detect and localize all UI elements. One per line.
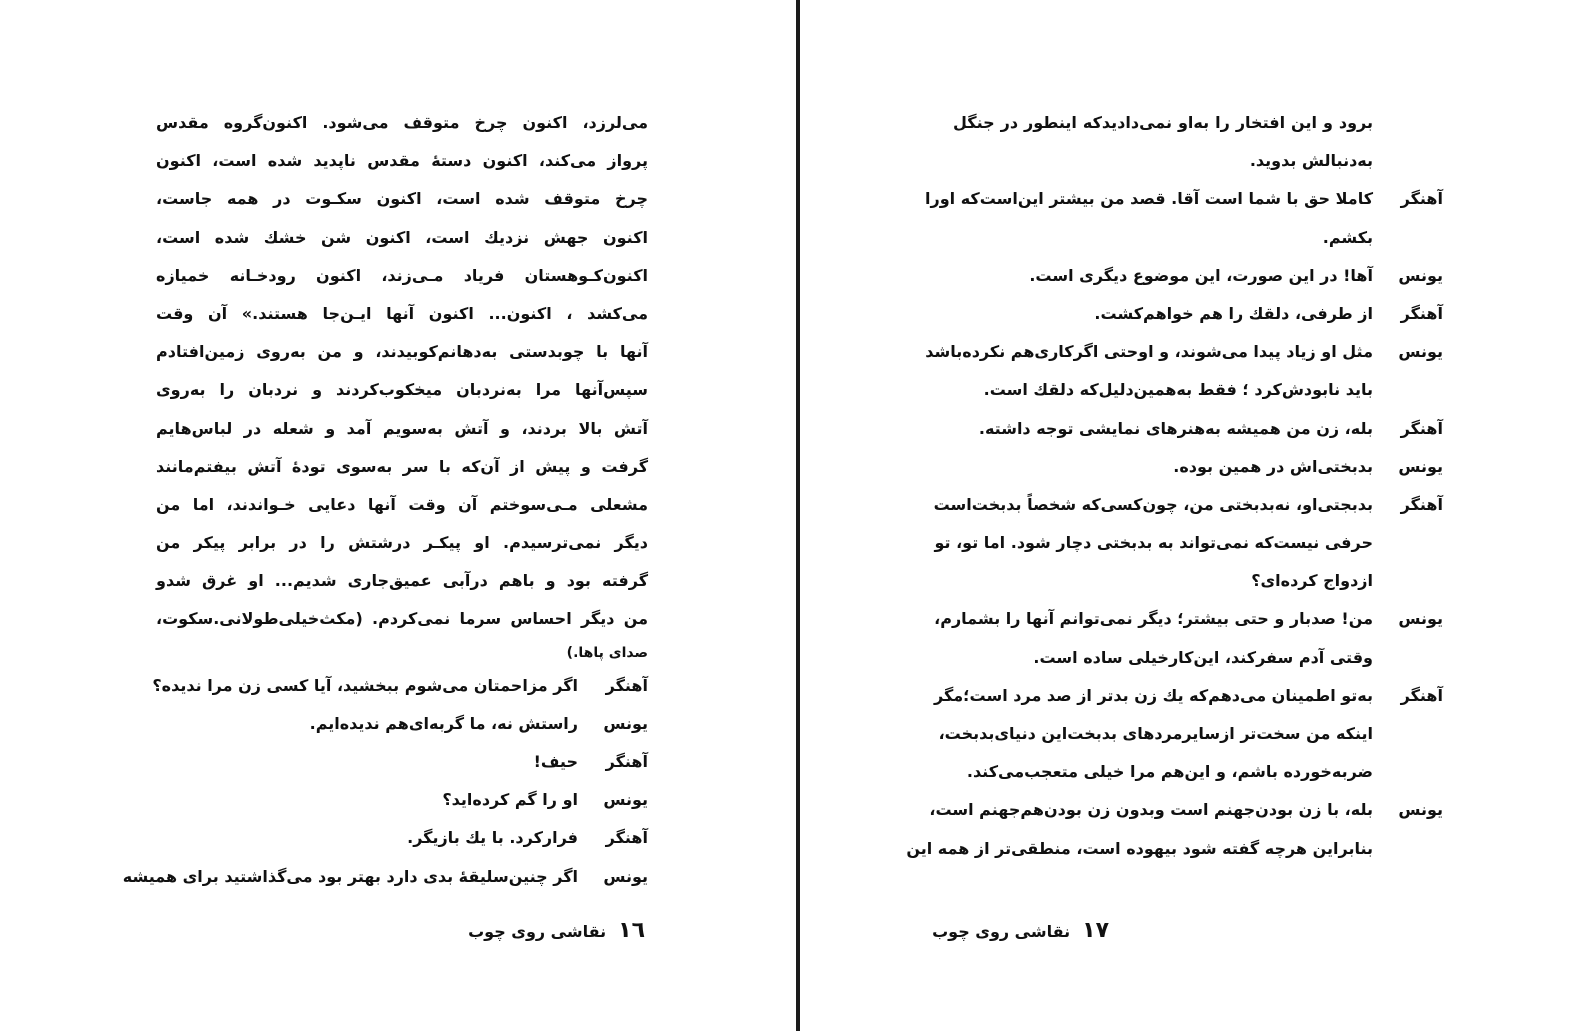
narrative-line: آنها با چوبدستی به‌دهانم‌کوبیدند، و من به‌روی زمین‌افتادم [156,342,648,362]
speech-line: بله، زن من همیشه به‌هنرهای نمایشی توجه داشته. [978,418,1373,438]
left-page-text [122,104,648,896]
narrative-line: اکنون‌کـوهستان فریاد مـی‌زند، اکنون رودخـانه خمیازه [156,265,648,285]
speech-text [906,791,1373,867]
speech-line: به‌دنبالش بدوید. [1249,151,1373,171]
dialogue-turn [156,819,648,857]
speech-line: فرار‌کرد. با یك بازیگر. [407,828,578,848]
continued-speech [953,104,1443,180]
page-number: ١٦ [618,918,645,943]
speech-line: حرفی نیست‌که نمی‌تواند به بدبختی دچار شود. اما تو، تو [934,533,1373,553]
dialogue-turn [156,781,648,819]
right-page-text [906,104,1443,868]
narrative-line: گرفته بود و باهم درآبی عمیق‌جاری شدیم... او غرق شدو [156,571,648,591]
right-page [801,0,1596,1031]
dialogue-turn [933,677,1443,792]
speaker-name: یونس [603,713,648,733]
speech-text [156,819,578,857]
running-title: نقاشی روی چوب [468,922,607,941]
narrative-line: اکنون جهش نزدیك است، اکنون شن خشك شده است، [156,227,648,247]
speaker-name: یونس [1398,342,1443,362]
speaker-name: یونس [1398,456,1443,476]
dialogue-turn [156,705,648,743]
speech-text [156,705,578,743]
dialogue-turn [925,333,1443,409]
speaker-name: یونس [1398,609,1443,629]
stage-direction-line: صدای پاها.) [566,644,648,661]
dialogue-turn [156,743,648,781]
speech-line: آها! در این صورت، این موضوع دیگری است. [1029,265,1373,285]
narrative-line: آتش بالا بردند، و آتش به‌سویم آمد و شعله در لباس‌هایم [156,418,648,438]
speech-text [933,677,1373,792]
speech-line: ضربه‌خورده باشم، و این‌هم مرا خیلی متعجب‌می‌کند. [966,762,1373,782]
speech-text [953,295,1373,333]
speaker-name: یونس [1398,800,1443,820]
right-page-footer [932,916,1109,946]
speech-line: اینکه من سخت‌تر ازسایرمردهای بدبخت‌این دنیای‌بدبخت، [938,724,1373,743]
speaker-name: یونس [603,790,648,810]
dialogue-turn [906,791,1443,867]
speech-line: اگر چنین‌سلیقهٔ بدی دارد بهتر بود می‌گذاشتید برای همیشه [122,866,578,886]
speaker-spacer [1373,104,1443,142]
speech-text [953,410,1373,448]
speech-line: از طرفی، دلقك را هم خواهم‌کشت. [1094,303,1373,323]
speech-line: کاملا حق با شما است آقا. قصد من بیشتر این‌است‌که اورا [925,189,1373,209]
speech-text [953,448,1373,486]
speech-line: باید نابودش‌کرد ؛ فقط به‌همین‌دلیل‌که دلقك است. [983,380,1373,400]
dialogue-turn [122,858,648,896]
speaker-name: آهنگر [1400,494,1443,514]
speaker-name: آهنگر [605,828,648,848]
speech-text [156,781,578,819]
speech-line: راستش نه، ما گربه‌ای‌هم ندیده‌ایم. [309,713,578,733]
speech-text [933,486,1373,601]
narrative-line: می‌لرزد، اکنون چرخ متوقف می‌شود. اکنون‌گروه مقدس [156,113,648,132]
dialogue-turn [152,667,648,705]
speech-line: بدبجتی‌او، نه‌بدبختی من، چون‌کسی‌که شخصاً بدبخت‌است [933,494,1373,514]
speech-line: به‌تو اطمینان می‌دهم‌که یك زن بدتر از صد مرد است؛مگر [933,685,1373,705]
speech-line: بنابراین هرچه گفته شود بیهوده است، منطقی‌تر از همه این [906,838,1373,858]
dialogue-turn [953,257,1443,295]
narrative-line: مشعلی مـی‌سوختم آن وقت آنها دعایی خـواندند، اما من [156,494,648,514]
speech-line: برود و این افتخار را به‌او نمی‌دادید‌که اینطور در جنگل [953,113,1373,132]
speech-text [934,600,1373,676]
dialogue-turn [925,180,1443,256]
dialogue-turn [953,448,1443,486]
narrative-line: چرخ متوقف شده است، اکنون سکـوت در همه جاست، [156,189,648,209]
speech-text [925,180,1373,256]
speech-line: من! صدبار و حتی بیشتر؛ دیگر نمی‌توانم آنها را بشمارم، [934,609,1373,629]
speech-line: بدبختی‌اش در همین بوده. [1173,456,1373,476]
speech-line: بکشم. [1322,227,1373,247]
speaker-name: آهنگر [1400,685,1443,705]
narrative-line: گرفت و پیش از آن‌که با سر به‌سوی تودهٔ آتش بیفتم‌مانند [156,456,648,476]
speaker-name: آهنگر [1400,418,1443,438]
dialogue-turn [933,486,1443,601]
speaker-name: آهنگر [605,752,648,771]
speech-text [953,104,1373,180]
speaker-name: آهنگر [1400,189,1443,209]
speech-text [953,257,1373,295]
speech-text [156,743,578,781]
speech-text [925,333,1373,409]
book-spine-divider [796,0,800,1031]
page-number: ١٧ [1082,918,1109,943]
speaker-name: یونس [1398,265,1443,285]
speech-line: ازدواج کرده‌ای؟ [1251,571,1373,591]
speech-line: وقتی آدم سفر‌کند، این‌کارخیلی ساده است. [1033,647,1373,667]
left-page-footer [468,916,645,946]
speech-text [122,858,578,896]
narrative-line: پرواز می‌کند، اکنون دستهٔ مقدس ناپدید شده است، اکنون [156,151,648,171]
narrative-line: دیگر نمی‌ترسیدم. او پیکـر درشتش را در برابر پیکر من [156,533,648,553]
dialogue-turn [953,410,1443,448]
dialogue-turn [953,295,1443,333]
running-title: نقاشی روی چوب [932,922,1071,941]
speaker-name: آهنگر [605,675,648,695]
speech-line: او را گم کرده‌اید؟ [442,790,578,810]
narrative-line: سپس‌آنها مرا به‌نردبان میخکوب‌کردند و نردبان را به‌روی [156,380,648,400]
dialogue-turn [934,600,1443,676]
speech-line: بله، با زن بودن‌جهنم است وبدون زن بودن‌هم‌جهنم است، [929,800,1373,820]
speech-line: مثل او زیاد پیدا می‌شوند، و اوحتی اگر‌کاری‌هم نکرده‌باشد [925,342,1373,362]
speech-text [152,667,578,705]
speech-line: اگر مزاحمتان می‌شوم ببخشید، آیا کسی زن مرا ندیده؟ [152,675,578,695]
left-page [0,0,797,1031]
speaker-name: آهنگر [1400,303,1443,323]
speech-line: حیف! [533,752,578,771]
narrative-line: می‌کشد ، اکنون... اکنون آنها ایـن‌جا هستند.» آن‌ وقت [156,303,648,323]
narrative-line: من دیگر احساس سرما نمی‌کردم. (مکث‌خیلی‌طولانی.سکوت، [156,609,648,629]
speaker-name: یونس [603,866,648,886]
